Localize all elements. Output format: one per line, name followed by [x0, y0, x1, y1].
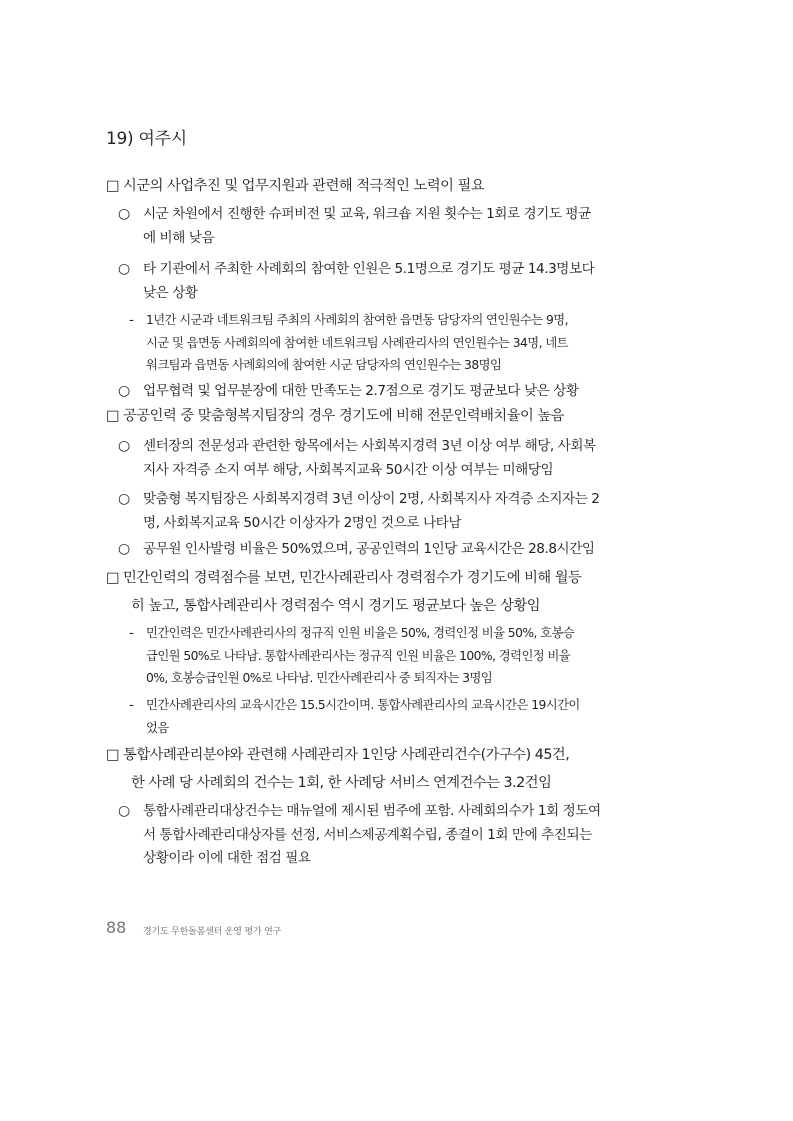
bullet-line: 맞춤형 복지팀장은 사회복지경력 3년 이상이 2명, 사회복지사 자격증 소지자는 2	[143, 491, 600, 507]
bullet-line: 급인원 50%로 나타남. 통합사례관리사는 정규직 인원 비율은 100%, 경력인정 비율	[146, 648, 571, 663]
running-title: 경기도 무한돌봄센터 운영 평가 연구	[143, 927, 282, 937]
bullet-text: □ 공공인력 중 맞춤형복지팀장의 경우 경기도에 비해 전문인력배치율이 높음	[106, 408, 564, 424]
bullet-line: 시군 차원에서 진행한 슈퍼비전 및 교육, 워크숍 지원 횟수는 1회로 경기도 평균	[143, 206, 591, 222]
bullet-line: □ 민간인력의 경력점수를 보면, 민간사례관리사 경력점수가 경기도에 비해 월등	[106, 570, 582, 586]
section-title: 19) 여주시	[106, 129, 187, 149]
circle-marker-icon: ○	[118, 491, 130, 507]
bullet-line: 워크팀과 읍면동 사례회의에 참여한 시군 담당자의 연인원수는 38명임	[146, 358, 502, 372]
bullet-line: 타 기관에서 주최한 사례회의 참여한 인원은 5.1명으로 경기도 평균 14.3명보다	[143, 261, 595, 277]
bullet-line: 낮은 상황	[143, 284, 198, 301]
dash-marker-icon: -	[129, 697, 134, 713]
circle-marker-icon: ○	[118, 541, 130, 557]
circle-marker-icon: ○	[118, 438, 130, 454]
bullet-line: 통합사례관리대상건수는 매뉴얼에 제시된 범주에 포함. 사례회의수가 1회 정도여	[143, 803, 601, 819]
bullet-line: 히 높고, 통합사례관리사 경력점수 역시 경기도 평균보다 높은 상황임	[131, 598, 541, 614]
circle-marker-icon: ○	[118, 383, 130, 399]
circle-marker-icon: ○	[118, 803, 130, 819]
circle-marker-icon: ○	[118, 206, 130, 222]
bullet-line: 1년간 시군과 네트워크팀 주최의 사례회의 참여한 읍면동 담당자의 연인원수는 9명,	[146, 313, 568, 327]
bullet-line: 민간사례관리사의 교육시간은 15.5시간이며. 통합사례관리사의 교육시간은 19시간이	[146, 698, 580, 712]
bullet-line: 서 통합사례관리대상자를 선정, 서비스제공계획수립, 종결이 1회 만에 추진되는	[143, 826, 592, 843]
bullet-line: 명, 사회복지교육 50시간 이상자가 2명인 것으로 나타남	[143, 514, 462, 531]
bullet-line: 상황이라 이에 대한 점검 필요	[143, 850, 311, 866]
dash-marker-icon: -	[129, 625, 134, 641]
bullet-line: 민간인력은 민간사례관리사의 정규직 인원 비율은 50%, 경력인정 비율 50%, 호봉승	[146, 626, 575, 640]
bullet-text: 공무원 인사발령 비율은 50%였으며, 공공인력의 1인당 교육시간은 28.8시간임	[143, 541, 595, 557]
bullet-line: 0%, 호봉승급인원 0%로 나타남. 민간사례관리사 중 퇴직자는 3명임	[146, 671, 493, 685]
bullet-line: 지사 자격증 소지 여부 해당, 사회복지교육 50시간 이상 여부는 미해당임	[143, 461, 554, 478]
dash-marker-icon: -	[129, 312, 134, 328]
bullet-text: 업무협력 및 업무분장에 대한 만족도는 2.7점으로 경기도 평균보다 낮은 상황	[143, 383, 579, 399]
page-number: 88	[106, 918, 127, 937]
circle-marker-icon: ○	[118, 261, 130, 277]
bullet-line: □ 통합사례관리분야와 관련해 사례관리자 1인당 사례관리건수(가구수) 45건,	[106, 747, 570, 763]
bullet-line: 센터장의 전문성과 관련한 항목에서는 사회복지경력 3년 이상 여부 해당, 사회복	[143, 438, 596, 454]
bullet-text: □ 시군의 사업추진 및 업무지원과 관련해 적극적인 노력이 필요	[106, 178, 485, 194]
bullet-line: 었음	[146, 720, 169, 735]
bullet-line: 한 사례 당 사례회의 건수는 1회, 한 사례당 서비스 연계건수는 3.2건임	[131, 775, 552, 791]
bullet-line: 에 비해 낮음	[143, 229, 215, 246]
bullet-line: 시군 및 읍면동 사례회의에 참여한 네트워크팀 사례관리사의 연인원수는 34명, 네트	[146, 335, 568, 350]
